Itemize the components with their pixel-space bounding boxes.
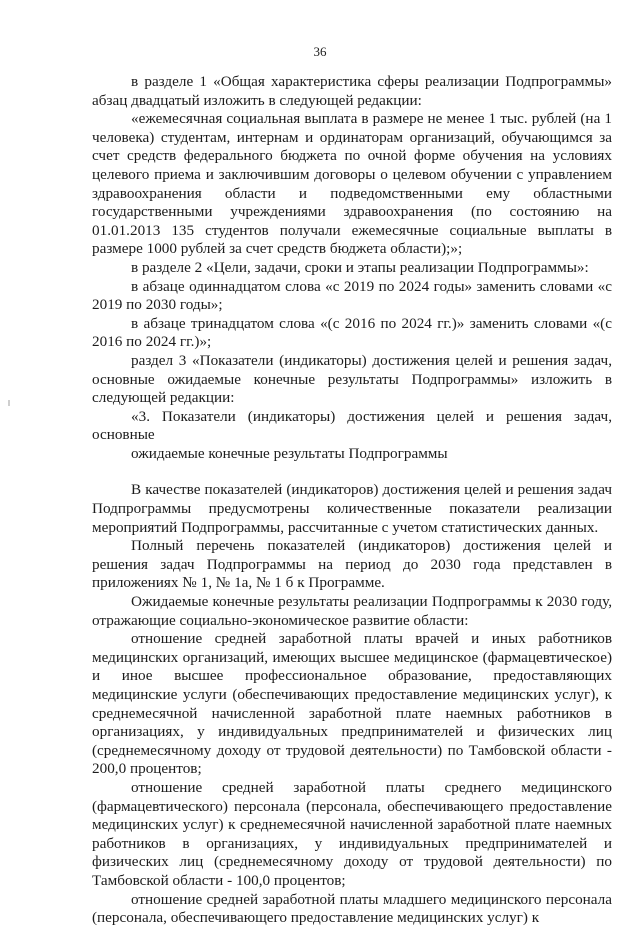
page-number: 36 <box>313 44 327 59</box>
margin-mark <box>8 400 10 406</box>
section-heading <box>92 408 612 482</box>
paragraph-eleventh-abzac: в абзаце одиннадцатом слова «с 2019 по 2024 годы» заменить словами «с 2019 по 2030 годы»; <box>92 277 612 314</box>
paragraph-section2-intro: в разделе 2 «Цели, задачи, сроки и этапы реализации Подпрограммы»: <box>131 258 589 276</box>
paragraph-full-list: Полный перечень показателей (индикаторов) достижения целей и решения задач Подпрограммы на период до 2030 года представлен в приложениях № 1, № 1а, № 1 б к Программе. <box>92 537 612 592</box>
paragraph-section3-intro: раздел 3 «Показатели (индикаторы) достижения целей и решения задач, основные ожидаемые конечные результаты Подпрограммы» изложить в следующей редакции: <box>92 351 612 407</box>
paragraph-junior-staff-salary: отношение средней заработной платы младшего медицинского персонала (персонала, обеспечивающего предоставление медицинских услуг) к <box>92 890 612 927</box>
paragraph-section1-intro: в разделе 1 «Общая характеристика сферы реализации Подпрограммы» абзац двадцатый изложить в следующей редакции: <box>92 73 612 109</box>
paragraph-middle-staff-salary: отношение средней заработной платы среднего медицинского (фармацевтического) персонала (персонала, обеспечивающего предоставление медицинских услуг) к среднемесячной начисленной заработной плате наемных работников в организациях, у индивидуальных предпринимателей и физических лиц (среднемесячному доходу от трудовой деятельности) по Тамбовской области - 100,0 процентов; <box>92 778 612 889</box>
document-body <box>92 73 612 928</box>
paragraph-thirteenth-abzac: в абзаце тринадцатом слова «(с 2016 по 2024 гг.)» заменить словами «(с 2016 по 2024 гг.)»; <box>92 314 612 351</box>
section-heading-line2: ожидаемые конечные результаты Подпрограммы <box>131 444 448 462</box>
paragraph-social-payment: «ежемесячная социальная выплата в размере не менее 1 тыс. рублей (на 1 человека) студентам, интернам и ординаторам организаций, обучающимся за счет средств федерального бюджета по очной форме обучения на условиях целевого приема и заключившим договоры о целевом обучении с управлением здравоохранения области и подведомственными ему областными государственными учреждениями здравоохранения (по состоянию на 01.01.2013 135 студентов получали ежемесячные социальные выплаты в размере 1000 рублей за счет средств бюджета области);»; <box>92 110 612 258</box>
paragraph-indicators: В качестве показателей (индикаторов) достижения целей и решения задач Подпрограммы предусмотрены количественные показатели реализации мероприятий Подпрограммы, рассчитанные с учетом статистических данных. <box>92 481 612 536</box>
section-heading-line1: «3. Показатели (индикаторы) достижения целей и решения задач, основные <box>92 407 612 444</box>
paragraph-expected-results: Ожидаемые конечные результаты реализации Подпрограммы к 2030 году, отражающие социально-экономическое развитие области: <box>92 593 612 629</box>
paragraph-doctors-salary: отношение средней заработной платы врачей и иных работников медицинских организаций, имеющих высшее медицинское (фармацевтическое) и иное высшее профессиональное образование, предоставляющих медицинские услуги (обеспечивающих предоставление медицинских услуг), к среднемесячной начисленной заработной плате наемных работников в организациях, у индивидуальных предпринимателей и физических лиц (среднемесячному доходу от трудовой деятельности) по Тамбовской области - 200,0 процентов; <box>92 630 612 778</box>
